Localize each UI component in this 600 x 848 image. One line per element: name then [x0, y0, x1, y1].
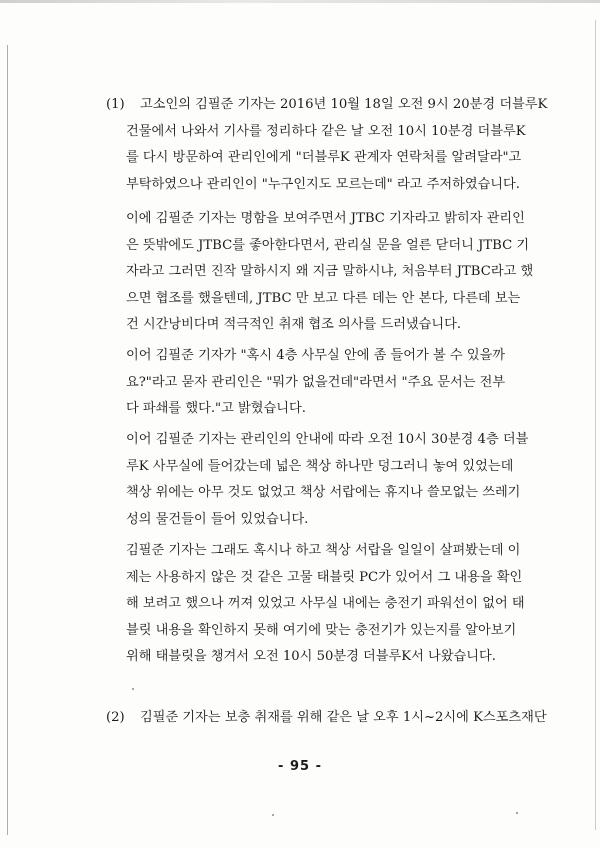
- text-line: 자라고 그러면 진작 말하시지 왜 지금 말하시냐, 처음부터 JTBC라고 했: [126, 264, 534, 280]
- text-line: 은 뜻밖에도 JTBC를 좋아한다면서, 관리실 문을 얼른 닫더니 JTBC 기: [126, 237, 530, 253]
- paragraph-5: [126, 538, 552, 671]
- page-number: - 95 -: [278, 759, 322, 774]
- scan-edge-right: [595, 20, 596, 830]
- section-1-paragraph: [140, 92, 566, 119]
- paragraph-3: [126, 343, 552, 423]
- text-line: 부탁하였으나 관리인이 "누구인지도 모르는데" 라고 주저하였습니다.: [126, 176, 520, 192]
- text-line: 를 다시 방문하여 관리인에게 "더블루K 관계자 연락처를 알려달라"고: [126, 150, 522, 166]
- text-line: 블릿 내용을 확인하지 못해 여기에 맞는 충전기가 있는지를 알아보기: [126, 622, 517, 638]
- text-line: 해 보려고 했으나 꺼져 있었고 사무실 내에는 충전기 파워선이 없어 태: [126, 596, 525, 612]
- paragraph-2: [126, 206, 552, 339]
- section-2-paragraph: [140, 705, 566, 732]
- text-line: 제는 사용하지 않은 것 같은 고물 태블릿 PC가 있어서 그 내용을 확인: [126, 569, 523, 585]
- scan-speck: [516, 812, 518, 814]
- text-line: 성의 물건들이 들어 있었습니다.: [126, 511, 309, 527]
- section-number-1: (1): [106, 97, 125, 112]
- section-number-2: (2): [106, 710, 125, 725]
- text-line: 김필준 기자는 보충 취재를 위해 같은 날 오후 1시~2시에 K스포츠재단: [140, 710, 547, 725]
- text-line: 건물에서 나와서 기사를 정리하다 같은 날 오전 10시 10분경 더블루K: [126, 123, 526, 139]
- text-line: 다 파쇄를 했다."고 밝혔습니다.: [126, 401, 306, 417]
- text-line: 책상 위에는 아무 것도 없었고 책상 서랍에는 휴지나 쓸모없는 쓰레기: [126, 485, 521, 501]
- text-line: 건 시간낭비다며 적극적인 취재 협조 의사를 드러냈습니다.: [126, 317, 462, 333]
- text-line: 김필준 기자는 그래도 혹시나 하고 책상 서랍을 일일이 살펴봤는데 이: [126, 543, 521, 558]
- text-line: 고소인의 김필준 기자는 2016년 10월 18일 오전 9시 20분경 더블루K: [140, 97, 548, 112]
- paragraph-4: [126, 427, 552, 533]
- text-line: 이에 김필준 기자는 명함을 보여주면서 JTBC 기자라고 밝히자 관리인: [126, 211, 525, 226]
- scan-speck: [272, 814, 274, 816]
- text-line: 요?"라고 묻자 관리인은 "뭐가 없을건데"라면서 "주요 문서는 전부: [126, 374, 506, 390]
- text-line: 으면 협조를 했을텐데, JTBC 만 보고 다른 데는 안 본다, 다른데 보는: [126, 290, 521, 306]
- scan-speck: [132, 688, 134, 690]
- text-line: 루K 사무실에 들어갔는데 넓은 책상 하나만 덩그러니 놓여 있었는데: [126, 458, 514, 474]
- text-line: 위해 태블릿을 챙겨서 오전 10시 50분경 더블루K서 나왔습니다.: [126, 649, 496, 665]
- scan-edge-top: [0, 0, 600, 3]
- text-line: 이어 김필준 기자는 관리인의 안내에 따라 오전 10시 30분경 4층 더블: [126, 432, 529, 447]
- scan-edge-left: [7, 45, 8, 835]
- section-1-paragraph-cont: [126, 119, 552, 199]
- text-line: 이어 김필준 기자가 "혹시 4층 사무실 안에 좀 들어가 볼 수 있을까: [126, 348, 506, 363]
